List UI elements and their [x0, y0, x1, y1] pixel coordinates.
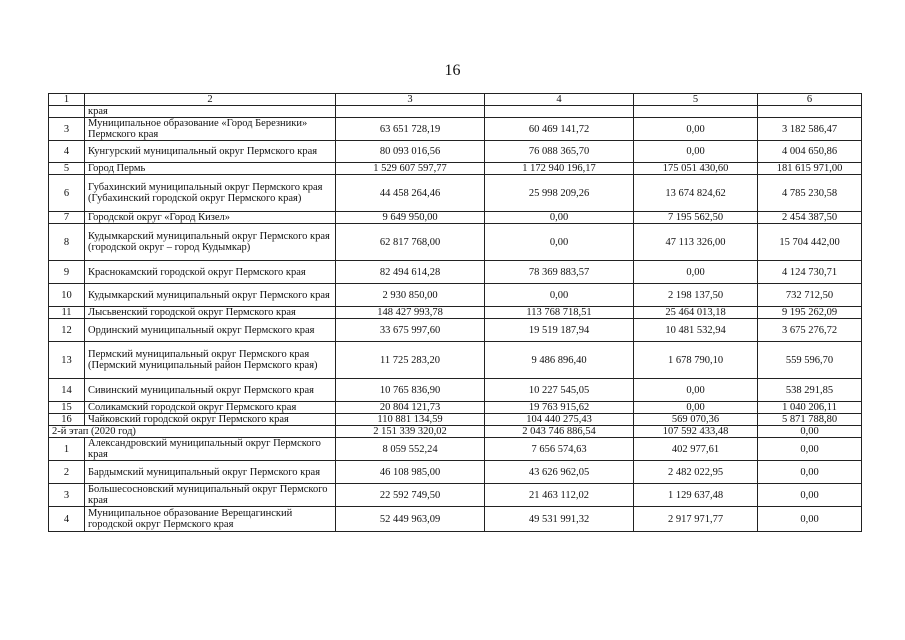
header-cell: 1: [49, 94, 85, 106]
municipality-name: Кунгурский муниципальный округ Пермского края: [85, 141, 336, 163]
header-cell: 4: [485, 94, 634, 106]
value-col3: 1 529 607 597,77: [336, 163, 485, 175]
row-number: 2: [49, 461, 85, 484]
value-col6: 4 004 650,86: [758, 141, 862, 163]
municipality-name: Кудымкарский муниципальный округ Пермского края (городской округ – город Кудымкар): [85, 224, 336, 261]
row-number: 16: [49, 414, 85, 426]
value-col3: 44 458 264,46: [336, 175, 485, 212]
row-number: 14: [49, 379, 85, 402]
row-number: 1: [49, 438, 85, 461]
value-col5: 2 482 022,95: [634, 461, 758, 484]
row-number: 10: [49, 284, 85, 307]
municipality-name: Пермский муниципальный округ Пермского края (Пермский муниципальный район Пермского края): [85, 342, 336, 379]
value-col4: 21 463 112,02: [485, 484, 634, 507]
value-col6: 0,00: [758, 461, 862, 484]
value-col5: 0,00: [634, 402, 758, 414]
row-number: 15: [49, 402, 85, 414]
table-row: [49, 212, 862, 224]
value-col6: 4 124 730,71: [758, 261, 862, 284]
row-number: 5: [49, 163, 85, 175]
value-col3: 22 592 749,50: [336, 484, 485, 507]
row-number: 12: [49, 319, 85, 342]
row-number: 8: [49, 224, 85, 261]
table-row: [49, 224, 862, 261]
municipality-name: Соликамский городской округ Пермского края: [85, 402, 336, 414]
value-col4: 104 440 275,43: [485, 414, 634, 426]
header-cell: 5: [634, 94, 758, 106]
value-col4: 9 486 896,40: [485, 342, 634, 379]
value-col3: 82 494 614,28: [336, 261, 485, 284]
data-table: [48, 93, 862, 532]
value-col6: 4 785 230,58: [758, 175, 862, 212]
value-col3: 10 765 836,90: [336, 379, 485, 402]
header-cell: 3: [336, 94, 485, 106]
table-row: [49, 163, 862, 175]
table-row: [49, 414, 862, 426]
value-col3: 62 817 768,00: [336, 224, 485, 261]
value-col6: 3 675 276,72: [758, 319, 862, 342]
value-col5: 0,00: [634, 141, 758, 163]
table-row: [49, 484, 862, 507]
row-number: 6: [49, 175, 85, 212]
row-number: 4: [49, 507, 85, 532]
value-col3: 110 881 134,59: [336, 414, 485, 426]
stage-value-c3: 2 151 339 320,02: [336, 426, 485, 438]
stage-label: 2-й этап (2020 год): [49, 426, 336, 438]
value-col6: 538 291,85: [758, 379, 862, 402]
stage-value-c5: 107 592 433,48: [634, 426, 758, 438]
municipality-name: Городской округ «Город Кизел»: [85, 212, 336, 224]
page-number: 16: [444, 62, 461, 79]
header-cell: 6: [758, 94, 862, 106]
header-row: [49, 94, 862, 106]
municipality-name: Бардымский муниципальный округ Пермского края: [85, 461, 336, 484]
value-col3: 80 093 016,56: [336, 141, 485, 163]
municipality-name: Муниципальное образование «Город Березники» Пермского края: [85, 118, 336, 141]
value-col5: 569 070,36: [634, 414, 758, 426]
value-col5: 7 195 562,50: [634, 212, 758, 224]
stage-value-c4: 2 043 746 886,54: [485, 426, 634, 438]
table-row: [49, 342, 862, 379]
value-col6: 0,00: [758, 507, 862, 532]
value-col3: 33 675 997,60: [336, 319, 485, 342]
municipality-name: Город Пермь: [85, 163, 336, 175]
row-number: 9: [49, 261, 85, 284]
value-col4: 7 656 574,63: [485, 438, 634, 461]
value-col5: 0,00: [634, 379, 758, 402]
value-col3: 63 651 728,19: [336, 118, 485, 141]
value-col6: 2 454 387,50: [758, 212, 862, 224]
value-col4: 25 998 209,26: [485, 175, 634, 212]
value-col5: 10 481 532,94: [634, 319, 758, 342]
value-col3: 20 804 121,73: [336, 402, 485, 414]
municipality-name: Лысьвенский городской округ Пермского края: [85, 307, 336, 319]
table-row: [49, 141, 862, 163]
municipality-name: Кудымкарский муниципальный округ Пермского края: [85, 284, 336, 307]
table-row: [49, 175, 862, 212]
value-col6: 0,00: [758, 484, 862, 507]
value-col4: 1 172 940 196,17: [485, 163, 634, 175]
table-row: [49, 438, 862, 461]
continuation-text: края: [85, 106, 336, 118]
value-col4: 0,00: [485, 212, 634, 224]
table-row: [49, 118, 862, 141]
value-col5: 1 129 637,48: [634, 484, 758, 507]
value-col4: 78 369 883,57: [485, 261, 634, 284]
value-col6: 559 596,70: [758, 342, 862, 379]
row-number: 4: [49, 141, 85, 163]
value-col4: 49 531 991,32: [485, 507, 634, 532]
municipality-name: Александровский муниципальный округ Пермского края: [85, 438, 336, 461]
value-col3: 52 449 963,09: [336, 507, 485, 532]
value-col3: 9 649 950,00: [336, 212, 485, 224]
value-col6: 5 871 788,80: [758, 414, 862, 426]
value-col6: 181 615 971,00: [758, 163, 862, 175]
value-col4: 60 469 141,72: [485, 118, 634, 141]
value-col5: 175 051 430,60: [634, 163, 758, 175]
value-col5: 25 464 013,18: [634, 307, 758, 319]
value-col4: 0,00: [485, 224, 634, 261]
value-col3: 148 427 993,78: [336, 307, 485, 319]
table-row: [49, 319, 862, 342]
value-col4: 76 088 365,70: [485, 141, 634, 163]
table-row: [49, 461, 862, 484]
table-row: [49, 284, 862, 307]
value-col4: 19 519 187,94: [485, 319, 634, 342]
municipality-name: Муниципальное образование Верещагинский городской округ Пермского края: [85, 507, 336, 532]
continuation-row: [49, 106, 862, 118]
municipality-name: Краснокамский городской округ Пермского края: [85, 261, 336, 284]
value-col3: 46 108 985,00: [336, 461, 485, 484]
value-col5: 13 674 824,62: [634, 175, 758, 212]
value-col5: 0,00: [634, 261, 758, 284]
row-number: 7: [49, 212, 85, 224]
value-col4: 113 768 718,51: [485, 307, 634, 319]
municipality-name: Ординский муниципальный округ Пермского края: [85, 319, 336, 342]
row-number: 11: [49, 307, 85, 319]
table-row: [49, 307, 862, 319]
value-col4: 43 626 962,05: [485, 461, 634, 484]
value-col4: 10 227 545,05: [485, 379, 634, 402]
value-col5: 1 678 790,10: [634, 342, 758, 379]
table-row: [49, 507, 862, 532]
municipality-name: Чайковский городской округ Пермского края: [85, 414, 336, 426]
value-col5: 402 977,61: [634, 438, 758, 461]
value-col5: 2 198 137,50: [634, 284, 758, 307]
row-number: 3: [49, 118, 85, 141]
table-row: [49, 379, 862, 402]
value-col5: 47 113 326,00: [634, 224, 758, 261]
stage-row: [49, 426, 862, 438]
value-col6: 9 195 262,09: [758, 307, 862, 319]
value-col5: 0,00: [634, 118, 758, 141]
table-row: [49, 402, 862, 414]
value-col4: 0,00: [485, 284, 634, 307]
municipality-name: Губахинский муниципальный округ Пермского края (Губахинский городской округ Пермского края): [85, 175, 336, 212]
row-number: 3: [49, 484, 85, 507]
value-col6: 3 182 586,47: [758, 118, 862, 141]
value-col6: 732 712,50: [758, 284, 862, 307]
value-col5: 2 917 971,77: [634, 507, 758, 532]
stage-value-c6: 0,00: [758, 426, 862, 438]
value-col3: 2 930 850,00: [336, 284, 485, 307]
value-col6: 1 040 206,11: [758, 402, 862, 414]
municipality-name: Большесосновский муниципальный округ Пермского края: [85, 484, 336, 507]
value-col6: 0,00: [758, 438, 862, 461]
header-cell: 2: [85, 94, 336, 106]
table-row: [49, 261, 862, 284]
value-col3: 8 059 552,24: [336, 438, 485, 461]
value-col6: 15 704 442,00: [758, 224, 862, 261]
value-col4: 19 763 915,62: [485, 402, 634, 414]
municipality-name: Сивинский муниципальный округ Пермского края: [85, 379, 336, 402]
value-col3: 11 725 283,20: [336, 342, 485, 379]
row-number: 13: [49, 342, 85, 379]
